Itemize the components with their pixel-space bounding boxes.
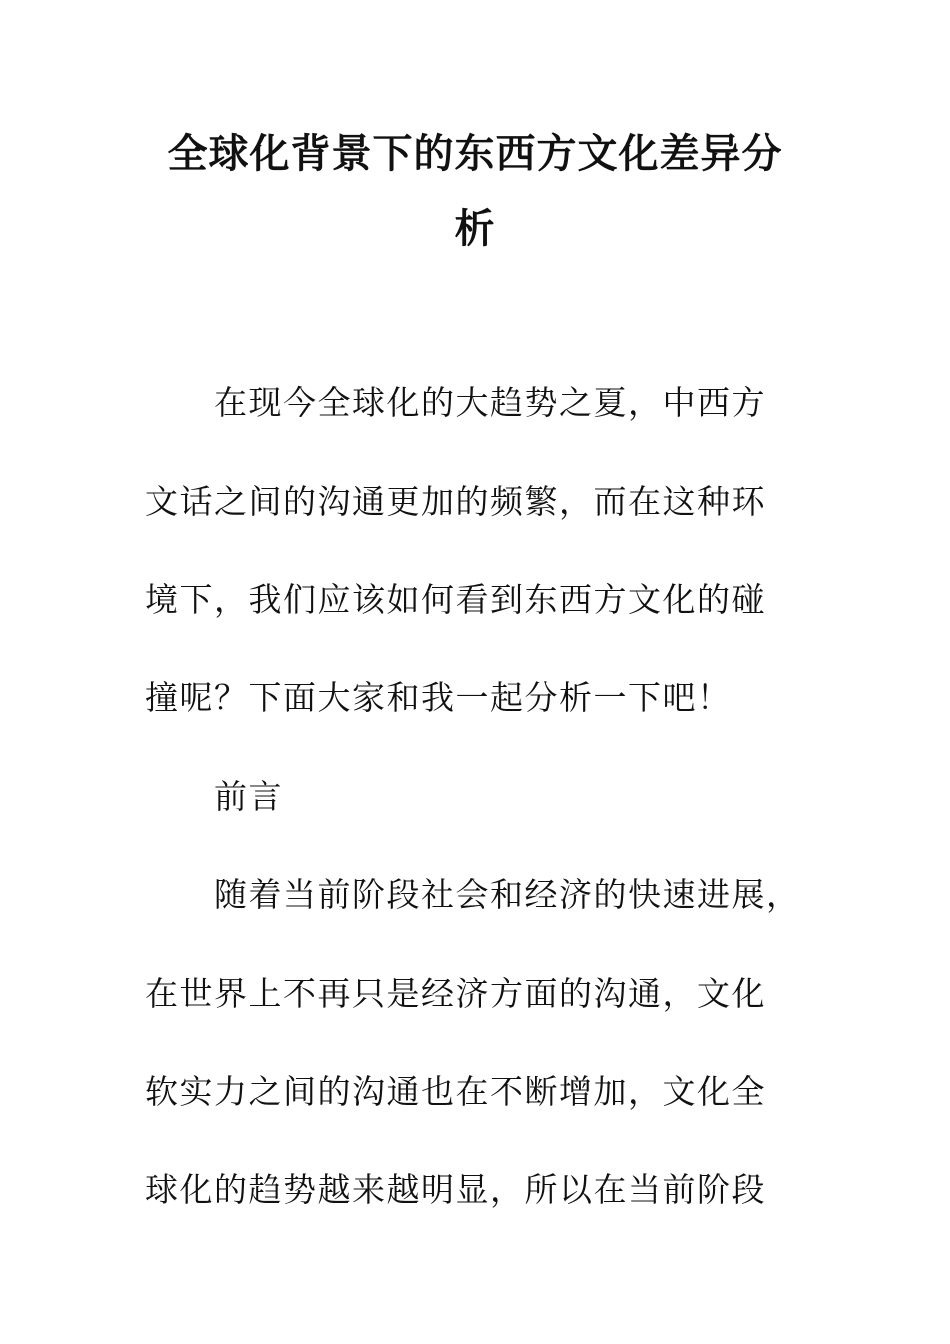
section-heading: 前言 (214, 777, 283, 816)
paragraph-line: 在现今全球化的大趋势之夏，中西方 (214, 383, 766, 422)
paragraph-line: 随着当前阶段社会和经济的快速进展， (214, 875, 801, 914)
paragraph-line: 撞呢？下面大家和我一起分析一下吧！ (145, 678, 732, 717)
paragraph-line: 文话之间的沟通更加的频繁，而在这种环 (145, 482, 766, 521)
document-title-line-1: 全球化背景下的东西方文化差异分 (167, 131, 783, 177)
paragraph-line: 软实力之间的沟通也在不断增加，文化全 (145, 1072, 766, 1111)
document-title-line-2: 析 (454, 206, 496, 252)
paragraph-line: 球化的趋势越来越明显，所以在当前阶段 (145, 1170, 766, 1209)
paragraph-line: 境下，我们应该如何看到东西方文化的碰 (145, 580, 766, 619)
paragraph-line: 在世界上不再只是经济方面的沟通，文化 (145, 974, 766, 1013)
